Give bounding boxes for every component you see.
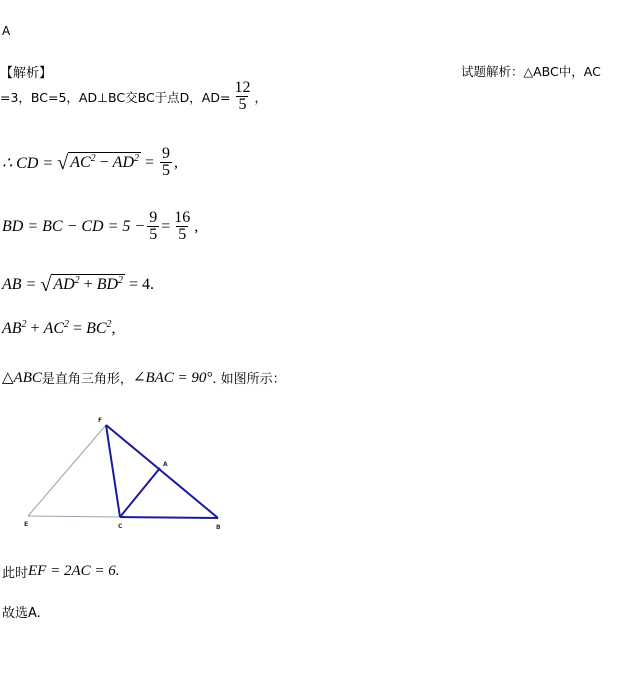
angle-bac: ∠BAC = 90° xyxy=(132,370,213,386)
given-part1: =3，BC=5，AD⊥BC交BC于点D，AD= xyxy=(0,89,231,105)
bd-fraction-2 xyxy=(172,210,192,243)
cd-fraction xyxy=(160,146,172,179)
bd-denominator-1: 5 xyxy=(149,226,158,243)
label-a: A xyxy=(163,461,168,468)
triangle-abc: △ABC xyxy=(2,370,42,386)
ab-lhs: AB = xyxy=(2,276,37,293)
bd-equals: = xyxy=(161,217,171,235)
given-part2: ， xyxy=(254,89,267,105)
cd-equals: = xyxy=(145,153,155,171)
cd-lhs: ∴ CD = xyxy=(2,154,54,172)
radical-sign: √ xyxy=(57,151,69,174)
ad-denominator: 5 xyxy=(238,96,247,113)
cd-sqrt xyxy=(57,152,141,174)
analysis-intro: 试题解析：△ABC中，AC xyxy=(461,64,601,79)
analysis-header: 【解析】 xyxy=(0,66,53,81)
ab-radicand: $AD^2 + BD^2$ xyxy=(51,274,125,296)
result-line xyxy=(2,562,120,581)
segment-ef xyxy=(28,425,106,516)
ab-rhs: = 4. xyxy=(129,276,155,293)
equation-cd xyxy=(2,146,178,179)
answer-letter: A xyxy=(2,24,11,38)
bd-lhs: BD = BC − CD = 5 − xyxy=(2,217,146,235)
ab-sqrt xyxy=(40,274,125,296)
conclusion-line xyxy=(2,368,286,387)
cd-radicand: $AC^2 - AD^2$ xyxy=(68,152,141,174)
segment-ca xyxy=(120,468,160,517)
segment-ec xyxy=(28,516,120,517)
segment-fc xyxy=(106,425,120,517)
label-f: F xyxy=(98,417,103,424)
bd-denominator-2: 5 xyxy=(178,226,187,243)
result-prefix: 此时 xyxy=(2,566,29,581)
ad-numerator: 12 xyxy=(234,79,251,96)
label-e: E xyxy=(24,521,29,528)
segment-cb xyxy=(120,517,218,518)
cd-denominator: 5 xyxy=(162,162,171,179)
ad-fraction xyxy=(232,80,252,113)
conclusion-text-1: 是直角三角形， xyxy=(41,372,133,387)
conclusion-text-2: . 如图所示： xyxy=(212,372,286,387)
segment-fb xyxy=(106,425,218,518)
cd-numerator: 9 xyxy=(162,145,171,162)
label-c: C xyxy=(118,523,123,530)
equation-bd xyxy=(2,210,198,243)
radical-sign: √ xyxy=(40,274,52,296)
equation-pythagoras: $AB^2 + AC^2 = BC^2$, xyxy=(2,319,116,337)
final-answer: 故选A. xyxy=(2,606,41,621)
result-expression: EF = 2AC = 6. xyxy=(28,563,120,579)
bd-numerator-1: 9 xyxy=(149,209,158,226)
bd-tail: , xyxy=(194,217,199,235)
given-line xyxy=(0,80,267,113)
geometry-figure xyxy=(0,405,260,545)
bd-fraction-1 xyxy=(147,210,159,243)
label-b: B xyxy=(216,524,221,531)
bd-numerator-2: 16 xyxy=(174,209,191,226)
equation-ab xyxy=(2,274,154,296)
cd-tail: , xyxy=(174,153,179,171)
